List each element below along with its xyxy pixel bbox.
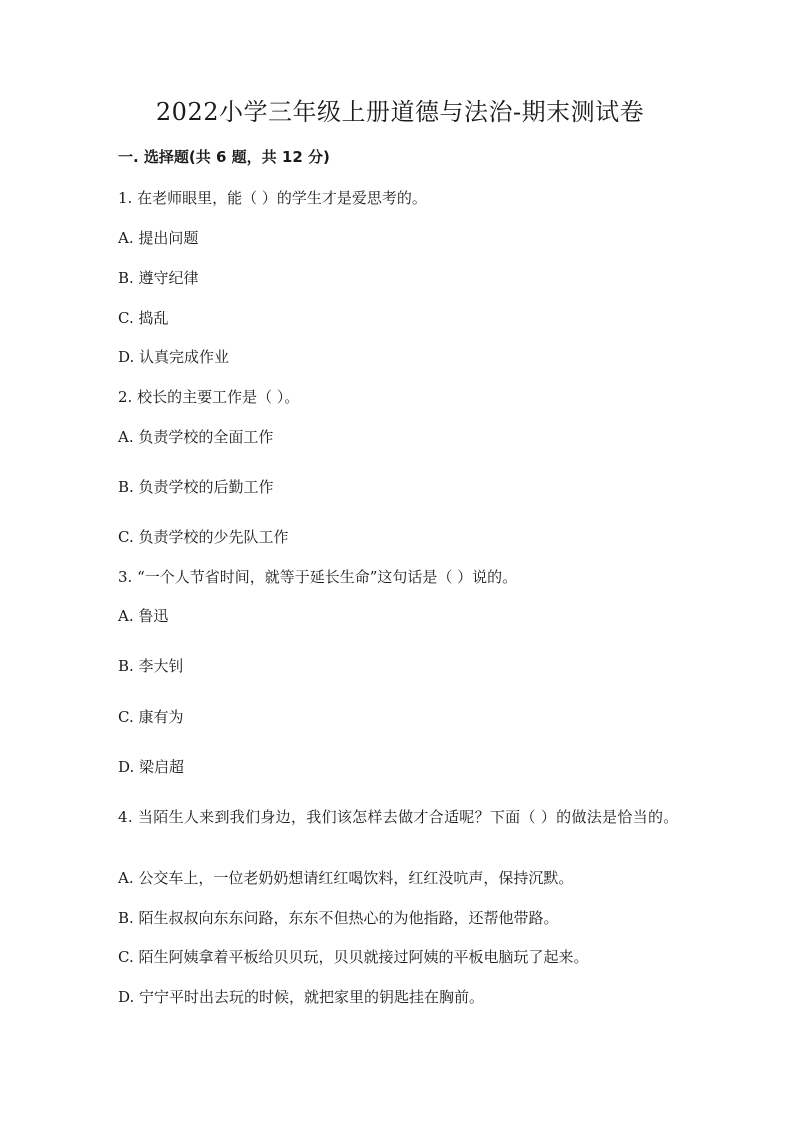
answer-option: C. 负责学校的少先队工作 <box>118 528 289 546</box>
answer-option: D. 认真完成作业 <box>118 348 230 366</box>
answer-option: C. 康有为 <box>118 708 184 726</box>
question-stem: 1. 在老师眼里，能（ ）的学生才是爱思考的。 <box>118 189 427 207</box>
answer-option: B. 陌生叔叔向东东问路，东东不但热心的为他指路，还帮他带路。 <box>118 909 559 927</box>
question-stem: 2. 校长的主要工作是（ ）。 <box>118 388 300 406</box>
answer-option: A. 公交车上，一位老奶奶想请红红喝饮料，红红没吭声，保持沉默。 <box>118 869 574 887</box>
answer-option: B. 李大钊 <box>118 657 184 675</box>
section-heading: 一. 选择题(共 6 题，共 12 分) <box>118 148 330 166</box>
question-stem: 3. “一个人节省时间，就等于延长生命”这句话是（ ）说的。 <box>118 568 518 586</box>
answer-option: D. 宁宁平时出去玩的时候，就把家里的钥匙挂在胸前。 <box>118 988 485 1006</box>
question-stem: 4. 当陌生人来到我们身边，我们该怎样去做才合适呢？下面（ ）的做法是恰当的。 <box>118 808 679 826</box>
answer-option: B. 遵守纪律 <box>118 269 199 287</box>
answer-option: A. 鲁迅 <box>118 607 169 625</box>
page-title: 2022小学三年级上册道德与法治-期末测试卷 <box>155 98 645 126</box>
answer-option: A. 负责学校的全面工作 <box>118 428 274 446</box>
answer-option: A. 提出问题 <box>118 229 199 247</box>
answer-option: C. 捣乱 <box>118 309 169 327</box>
answer-option: D. 梁启超 <box>118 758 185 776</box>
answer-option: C. 陌生阿姨拿着平板给贝贝玩，贝贝就接过阿姨的平板电脑玩了起来。 <box>118 948 589 966</box>
answer-option: B. 负责学校的后勤工作 <box>118 478 274 496</box>
